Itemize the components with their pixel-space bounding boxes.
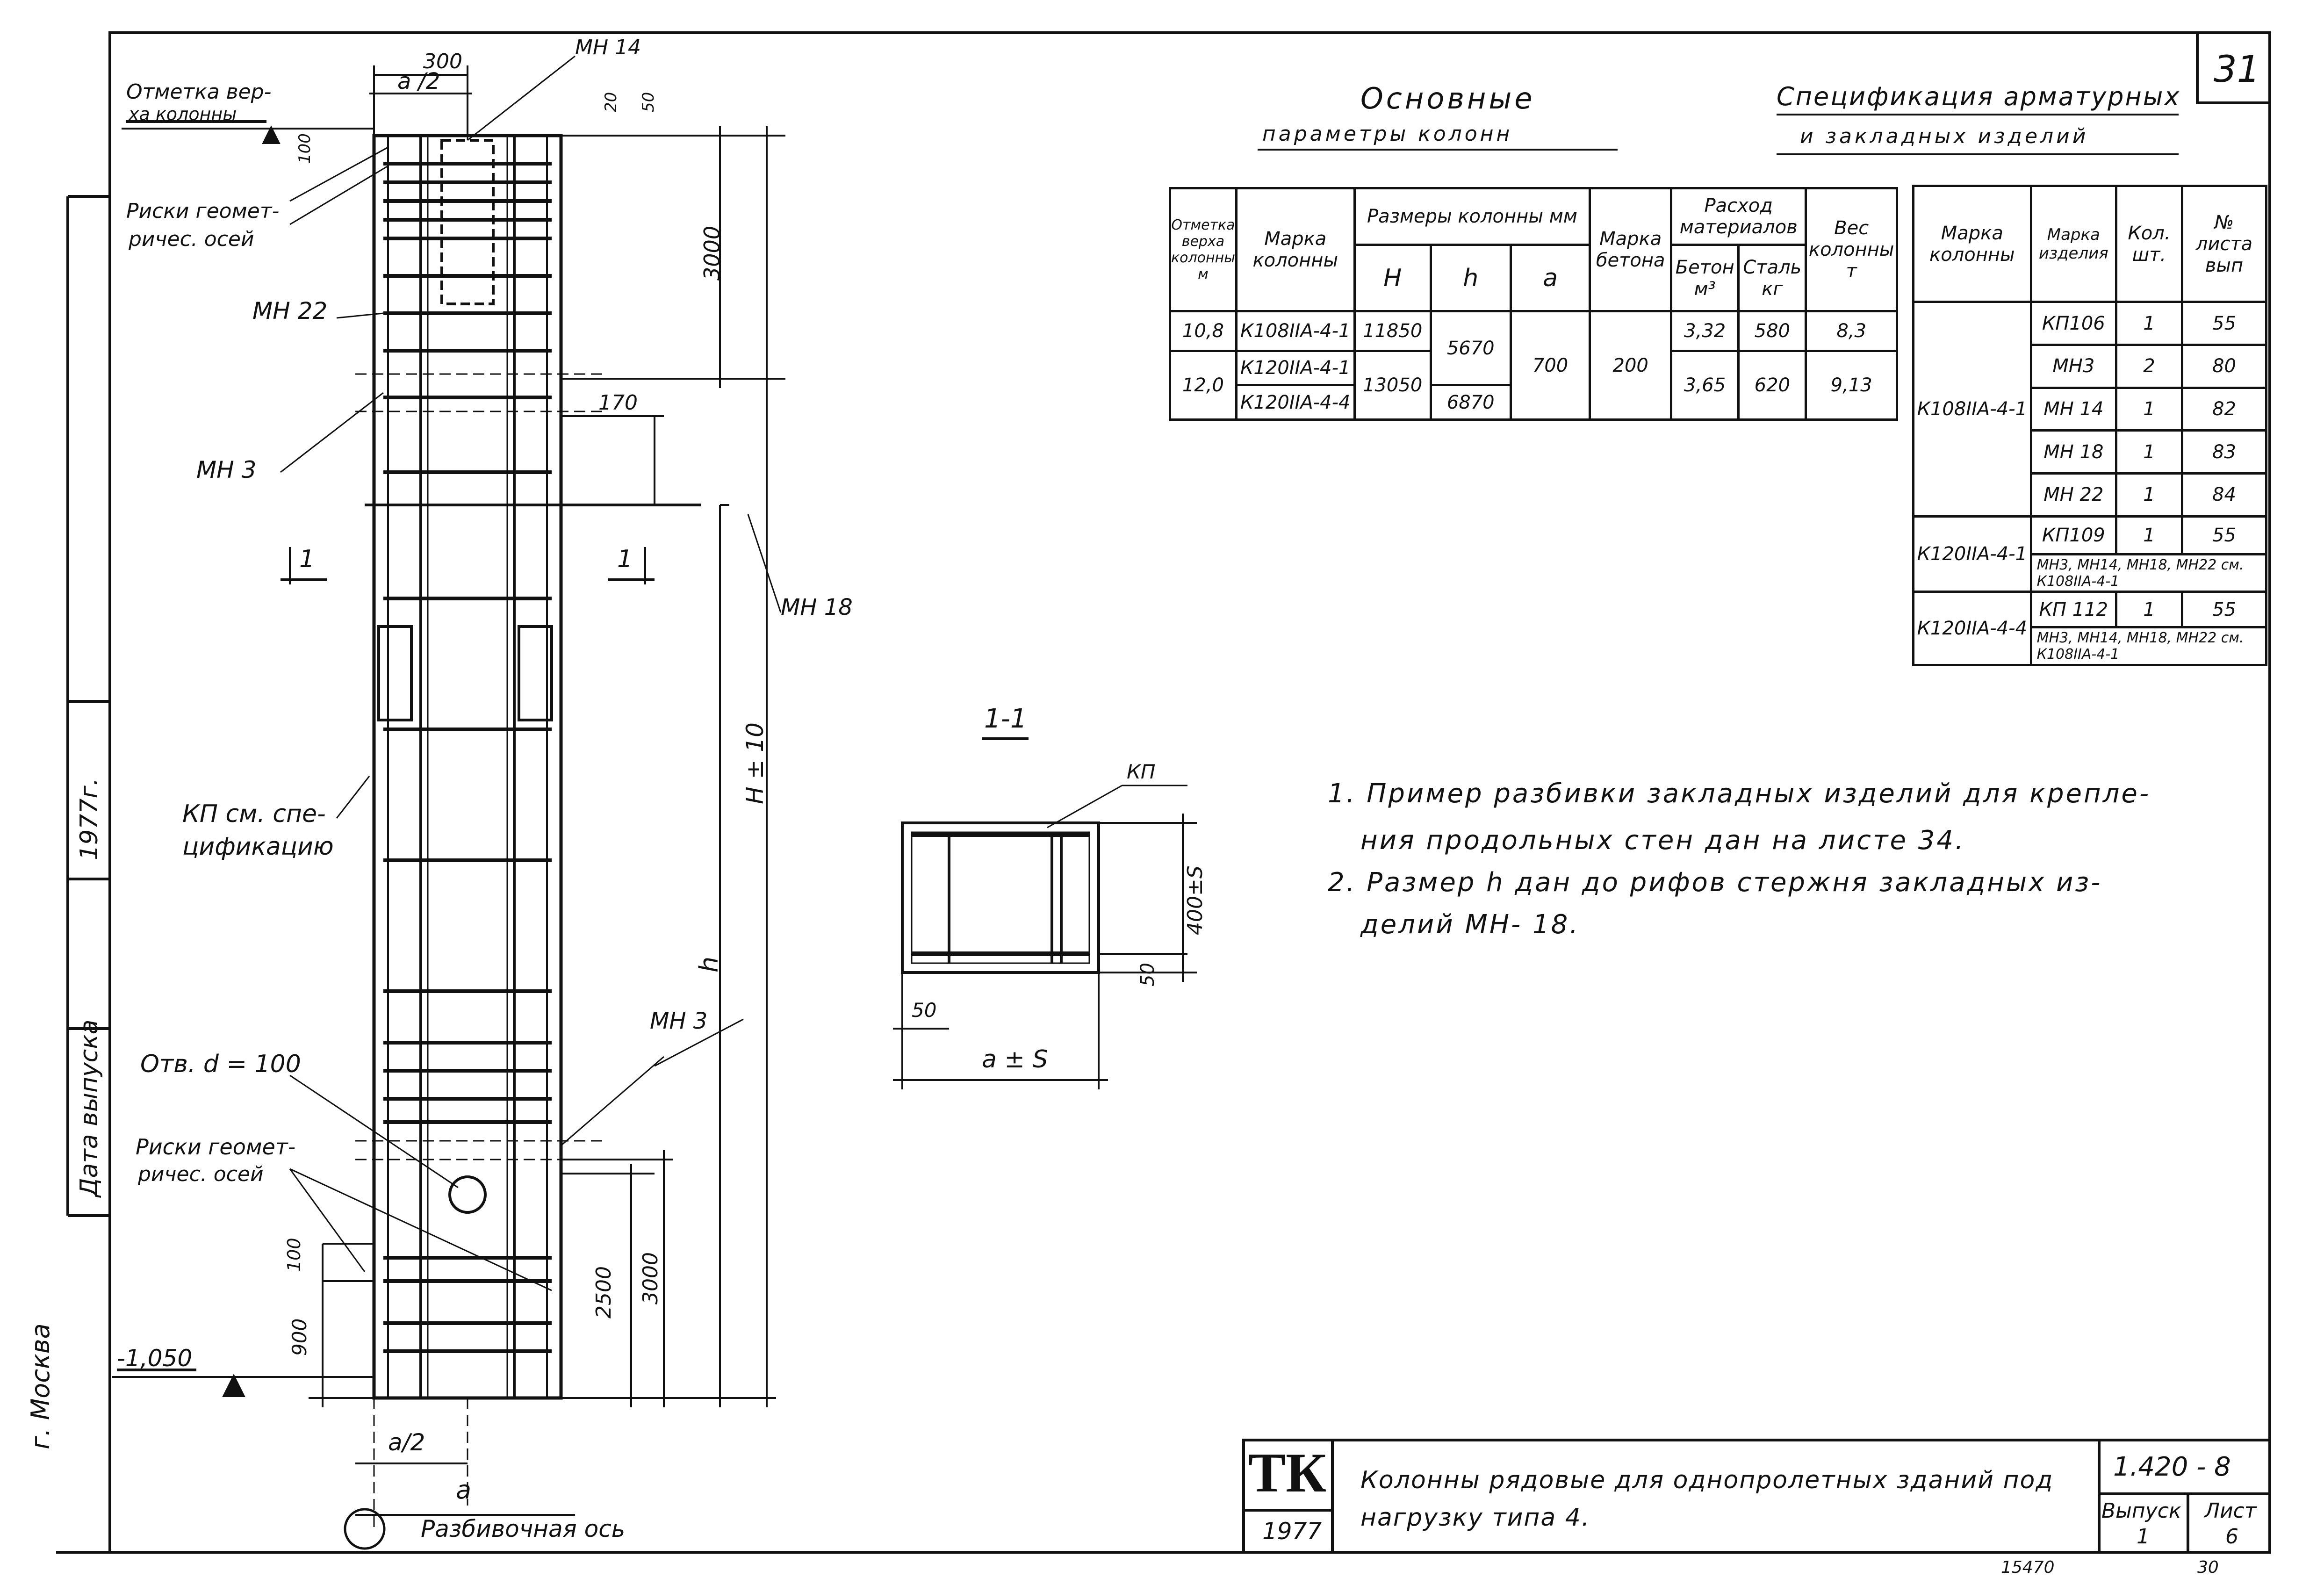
cell-a: 700 bbox=[1511, 311, 1590, 420]
dim-h-tol: H ± 10 bbox=[741, 722, 769, 804]
column-outline bbox=[374, 136, 561, 1398]
cell-h: 5670 bbox=[1431, 311, 1511, 385]
params-title-1: Основные bbox=[1360, 81, 1535, 115]
cell-h: 6870 bbox=[1431, 385, 1511, 420]
label-risks-2b: ричес. осей bbox=[138, 1162, 264, 1186]
hdr-H: H bbox=[1354, 245, 1431, 311]
section-outline bbox=[902, 823, 1099, 973]
stamp-city: г. Москва bbox=[26, 1323, 55, 1449]
label-top-mark: Отметка вер- bbox=[126, 80, 272, 104]
stamp-year: 1977г. bbox=[75, 778, 103, 860]
spec-sheet: 55 bbox=[2182, 516, 2266, 554]
spec-col-mark: К120IIА-4-1 bbox=[1914, 516, 2031, 592]
title-sheet-label: Лист bbox=[2204, 1499, 2257, 1523]
dim-3000-bottom: 3000 bbox=[639, 1252, 662, 1304]
spec-sheet: 55 bbox=[2182, 592, 2266, 627]
cell-mark: К120IIА-4-1 bbox=[1236, 351, 1354, 385]
params-title-2: параметры колонн bbox=[1262, 122, 1513, 146]
cell-elev: 12,0 bbox=[1170, 351, 1237, 419]
dim-900: 900 bbox=[288, 1318, 311, 1356]
dim-3000-top: 3000 bbox=[699, 225, 725, 281]
spec-item: МН3 bbox=[2031, 345, 2116, 388]
spec-hdr-col-mark: Марка колонны bbox=[1914, 186, 2031, 302]
section-dim-50-right: 50 bbox=[1137, 963, 1158, 987]
spec-col-mark: К120IIА-4-4 bbox=[1914, 592, 2031, 665]
section-title: 1-1 bbox=[984, 704, 1027, 734]
spec-item: КП109 bbox=[2031, 516, 2116, 554]
title-line-1: Колонны рядовые для однопролетных зданий под bbox=[1360, 1466, 2054, 1494]
table-row bbox=[1914, 302, 2266, 345]
spec-qty: 1 bbox=[2116, 431, 2182, 474]
spec-qty: 1 bbox=[2116, 516, 2182, 554]
title-year: 1977 bbox=[1262, 1518, 1322, 1545]
table-row bbox=[1914, 592, 2266, 627]
cell-beton: 3,65 bbox=[1671, 351, 1739, 419]
spec-qty: 1 bbox=[2116, 302, 2182, 345]
note-line-4: делий МН- 18. bbox=[1360, 909, 1580, 940]
label-hole: Отв. d = 100 bbox=[140, 1050, 301, 1078]
spec-hdr-item-mark: Марка изделия bbox=[2031, 186, 2116, 302]
spec-col-mark: К108IIА-4-1 bbox=[1914, 302, 2031, 517]
label-mn18: МН 18 bbox=[781, 594, 853, 620]
title-logo: ТК bbox=[1248, 1441, 1327, 1504]
cell-H: 13050 bbox=[1354, 351, 1431, 419]
dim-100-bottom: 100 bbox=[284, 1238, 304, 1272]
spec-item: МН 14 bbox=[2031, 388, 2116, 431]
label-kp-spec-2: цификацию bbox=[182, 833, 334, 861]
label-mn14-top: МН 14 bbox=[575, 36, 641, 59]
stamp-date-label: Дата выпуска bbox=[75, 1019, 103, 1197]
dim-300: 300 bbox=[423, 50, 462, 73]
label-mn3-right: МН 3 bbox=[650, 1008, 708, 1034]
params-table bbox=[1169, 187, 1898, 421]
spec-qty: 2 bbox=[2116, 345, 2182, 388]
cell-mark: К108IIА-4-1 bbox=[1236, 311, 1354, 351]
hdr-a: a bbox=[1511, 245, 1590, 311]
note-line-3: 2. Размер h дан до рифов стержня закладных из- bbox=[1328, 867, 2102, 898]
cell-concrete: 200 bbox=[1590, 311, 1671, 420]
table-row bbox=[1170, 311, 1897, 351]
spec-sheet: 83 bbox=[2182, 431, 2266, 474]
spec-note: МН3, МН14, МН18, МН22 см. К108IIА-4-1 bbox=[2031, 627, 2266, 665]
label-elev-bottom: -1,050 bbox=[117, 1345, 193, 1372]
title-code: 1.420 - 8 bbox=[2113, 1452, 2231, 1482]
label-mn3-left: МН 3 bbox=[196, 456, 257, 483]
spec-qty: 1 bbox=[2116, 473, 2182, 516]
label-risks-1b: ричес. осей bbox=[129, 227, 254, 251]
spec-hdr-sheet: № листа вып bbox=[2182, 186, 2266, 302]
bottom-mark-left: 15470 bbox=[2001, 1558, 2055, 1577]
section-mark-left: 1 bbox=[299, 545, 315, 573]
spec-sheet: 55 bbox=[2182, 302, 2266, 345]
label-kp-spec-1: КП см. спе- bbox=[182, 800, 326, 828]
dim-a-half-bottom: a/2 bbox=[388, 1429, 425, 1456]
spec-hdr-qty: Кол. шт. bbox=[2116, 186, 2182, 302]
spec-note: МН3, МН14, МН18, МН22 см. К108IIА-4-1 bbox=[2031, 554, 2266, 592]
section-dim-400: 400±S bbox=[1183, 865, 1207, 935]
hdr-concrete: Марка бетона bbox=[1590, 188, 1671, 311]
title-issue: 1 bbox=[2137, 1525, 2150, 1549]
dim-170: 170 bbox=[598, 391, 638, 415]
hdr-sizes: Размеры колонны мм bbox=[1354, 188, 1590, 245]
hdr-steel-kg: Сталь кг bbox=[1739, 245, 1806, 311]
dim-a: a bbox=[456, 1475, 472, 1505]
note-line-1: 1. Пример разбивки закладных изделий для крепле- bbox=[1328, 778, 2151, 809]
hole-circle bbox=[450, 1177, 485, 1212]
note-line-2: ния продольных стен дан на листе 34. bbox=[1360, 825, 1965, 856]
spec-item: КП106 bbox=[2031, 302, 2116, 345]
title-issue-label: Выпуск bbox=[2101, 1499, 2181, 1523]
title-line-2: нагрузку типа 4. bbox=[1360, 1504, 1590, 1532]
section-mark-right: 1 bbox=[617, 545, 633, 573]
label-mn22: МН 22 bbox=[252, 297, 328, 324]
dim-h: h bbox=[694, 956, 724, 973]
spec-title-1: Спецификация арматурных bbox=[1777, 82, 2181, 111]
cell-elev: 10,8 bbox=[1170, 311, 1237, 351]
cell-weight: 8,3 bbox=[1806, 311, 1897, 351]
hdr-mark: Марка колонны bbox=[1236, 188, 1354, 311]
dim-a-half-top: a /2 bbox=[397, 68, 440, 94]
hdr-weight: Вес колонны т bbox=[1806, 188, 1897, 311]
dim-2500: 2500 bbox=[592, 1266, 616, 1318]
dim-20: 20 bbox=[602, 92, 620, 112]
spec-item: МН 22 bbox=[2031, 473, 2116, 516]
cell-steel: 620 bbox=[1739, 351, 1806, 419]
dim-50: 50 bbox=[639, 92, 658, 112]
spec-qty: 1 bbox=[2116, 388, 2182, 431]
spec-qty: 1 bbox=[2116, 592, 2182, 627]
spec-item: МН 18 bbox=[2031, 431, 2116, 474]
section-dim-a-s: a ± S bbox=[982, 1045, 1048, 1073]
cell-H: 11850 bbox=[1354, 311, 1431, 351]
spec-table bbox=[1912, 185, 2267, 666]
label-axis: Разбивочная ось bbox=[421, 1515, 626, 1542]
title-sheet: 6 bbox=[2225, 1525, 2238, 1549]
cell-beton: 3,32 bbox=[1671, 311, 1739, 351]
hdr-elev: Отметка верха колонны м bbox=[1170, 188, 1237, 311]
section-kp: КП bbox=[1127, 760, 1156, 783]
spec-sheet: 80 bbox=[2182, 345, 2266, 388]
label-top-mark-2: ха колонны bbox=[129, 104, 237, 124]
label-risks-2: Риски геомет- bbox=[136, 1134, 296, 1160]
spec-item: КП 112 bbox=[2031, 592, 2116, 627]
cell-mark: К120IIА-4-4 bbox=[1236, 385, 1354, 420]
table-row bbox=[1914, 516, 2266, 554]
hdr-h: h bbox=[1431, 245, 1511, 311]
hdr-concrete-m3: Бетон м³ bbox=[1671, 245, 1739, 311]
dim-100: 100 bbox=[295, 133, 314, 164]
spec-sheet: 82 bbox=[2182, 388, 2266, 431]
bottom-mark-right: 30 bbox=[2197, 1558, 2219, 1577]
cell-steel: 580 bbox=[1739, 311, 1806, 351]
spec-title-2: и закладных изделий bbox=[1800, 124, 2089, 148]
label-risks-1: Риски геомет- bbox=[126, 199, 280, 223]
section-dim-50-bottom: 50 bbox=[912, 999, 937, 1022]
hdr-consumption: Расход материалов bbox=[1671, 188, 1806, 245]
cell-weight: 9,13 bbox=[1806, 351, 1897, 419]
spec-sheet: 84 bbox=[2182, 473, 2266, 516]
sheet-number: 31 bbox=[2214, 49, 2260, 91]
